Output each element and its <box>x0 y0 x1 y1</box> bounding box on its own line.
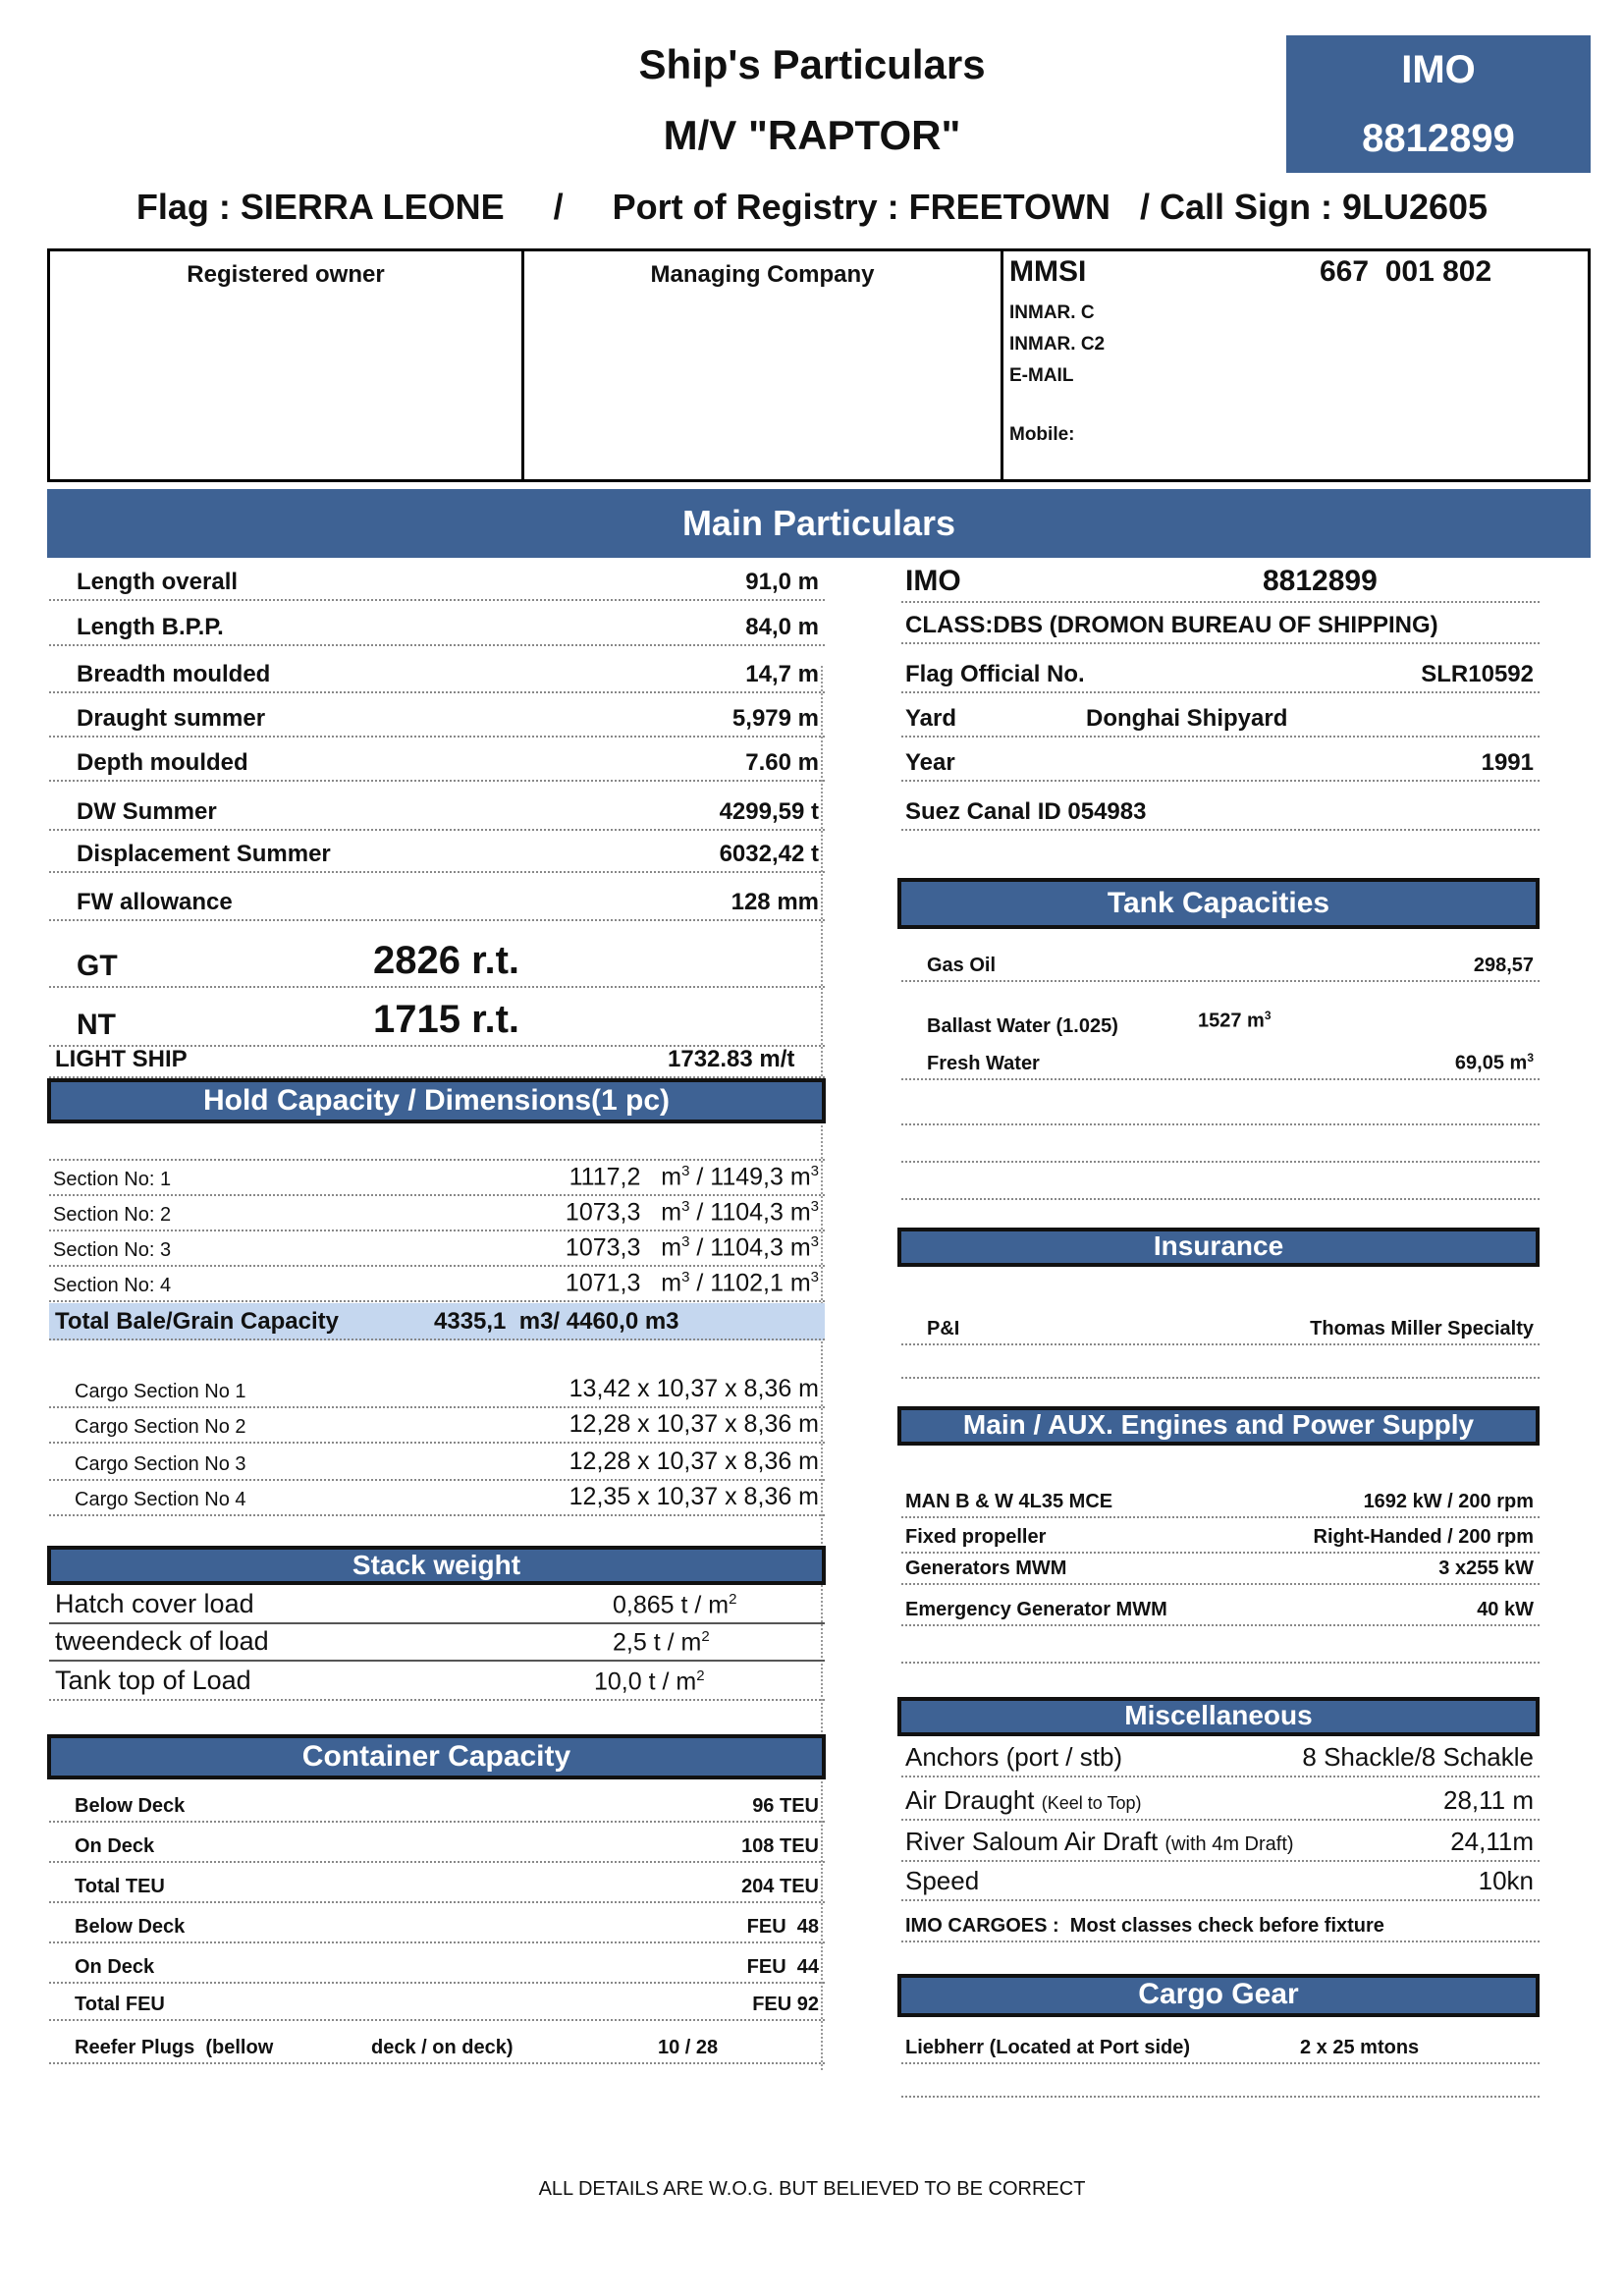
cube-sup: 3 <box>681 1162 690 1179</box>
light-ship-row <box>49 1045 825 1078</box>
spec-value: 7.60 m <box>745 749 819 776</box>
cargo-gear-value: 2 x 25 mtons <box>1300 2037 1420 2058</box>
spec-value: 14,7 m <box>745 661 819 687</box>
mmsi-value: 667 001 802 <box>1320 255 1492 288</box>
imo-cargoes-text: IMO CARGOES : Most classes check before fixture <box>905 1915 1384 1937</box>
spec-label: Draught summer <box>77 705 266 732</box>
reefer-label: Reefer Plugs (bellow <box>75 2037 274 2058</box>
yard-value: Donghai Shipyard <box>1086 705 1288 732</box>
separator: / <box>696 1163 704 1190</box>
tank-row <box>901 998 1540 1041</box>
container-value: FEU 92 <box>752 1994 819 2015</box>
separator: / <box>696 1233 704 1261</box>
hold-capacity-header: Hold Capacity / Dimensions(1 pc) <box>47 1078 826 1123</box>
stack-row <box>49 1624 825 1662</box>
managing-company-cell <box>524 251 1003 479</box>
misc-label: Air Draught <box>905 1785 1035 1815</box>
pi-label: P&I <box>927 1318 960 1339</box>
light-ship-label: LIGHT SHIP <box>55 1046 188 1072</box>
imo-badge-value: 8812899 <box>1362 117 1515 160</box>
nt-label: NT <box>77 1009 116 1041</box>
gt-label: GT <box>77 950 118 982</box>
insurance-row <box>901 1306 1540 1345</box>
cube-sup: 3 <box>681 1268 690 1285</box>
stack-value: 10,0 t / m <box>594 1667 697 1695</box>
grain-value: 1104,3 m <box>710 1198 811 1226</box>
container-value: FEU 44 <box>746 1956 819 1978</box>
hold-section-row <box>49 1161 825 1196</box>
year-row <box>901 746 1540 782</box>
imo-cargoes-row <box>901 1905 1540 1942</box>
footer-note: ALL DETAILS ARE W.O.G. BUT BELIEVED TO BE CORRECT <box>538 2178 1086 2200</box>
separator: / <box>696 1198 704 1226</box>
inmar-c2-label: INMAR. C2 <box>1009 334 1106 355</box>
cargo-section-label: Cargo Section No 2 <box>75 1416 246 1438</box>
tank-capacities-header: Tank Capacities <box>897 878 1540 929</box>
tank-value: 1527 m <box>1198 1011 1265 1032</box>
misc-note: (Keel to Top) <box>1041 1793 1142 1813</box>
cube-sup: 3 <box>1527 1051 1534 1066</box>
blank-row <box>901 1121 1540 1125</box>
mmsi-label: MMSI <box>1009 255 1087 288</box>
stack-row <box>49 1585 825 1624</box>
engines-header: Main / AUX. Engines and Power Supply <box>897 1406 1540 1446</box>
cube-sup: 3 <box>681 1232 690 1250</box>
stack-row <box>49 1662 825 1701</box>
total-capacity-row <box>49 1303 825 1340</box>
container-label: Below Deck <box>75 1916 186 1938</box>
hold-section-label: Section No: 2 <box>53 1204 172 1226</box>
engine-row <box>901 1483 1540 1518</box>
square-sup: 2 <box>701 1627 710 1645</box>
grain-value: 1104,3 m <box>710 1233 811 1261</box>
tank-value: 298,57 <box>1473 955 1534 976</box>
contact-cell <box>1003 251 1588 479</box>
engine-label: Fixed propeller <box>905 1526 1047 1548</box>
yard-row <box>901 702 1540 738</box>
separator: / <box>696 1269 704 1296</box>
class-text: CLASS:DBS (DROMON BUREAU OF SHIPPING) <box>905 612 1438 638</box>
cargo-section-row <box>49 1446 825 1481</box>
misc-label: Speed <box>905 1866 980 1895</box>
grain-value: 1102,1 m <box>710 1269 811 1296</box>
class-row <box>901 609 1540 644</box>
suez-row <box>901 795 1540 831</box>
square-sup: 2 <box>729 1590 737 1608</box>
stack-label: tweendeck of load <box>55 1626 269 1656</box>
misc-note: (with 4m Draft) <box>1164 1833 1294 1855</box>
cargo-section-dims: 12,28 x 10,37 x 8,36 m <box>568 1448 819 1475</box>
cargo-section-dims: 13,42 x 10,37 x 8,36 m <box>568 1375 819 1402</box>
misc-value: 8 Shackle/8 Schakle <box>1302 1742 1534 1772</box>
unit-label: m <box>661 1233 682 1261</box>
container-label: Total TEU <box>75 1876 165 1897</box>
stack-weight-header: Stack weight <box>47 1546 826 1585</box>
flag-official-label: Flag Official No. <box>905 661 1085 687</box>
email-label: E-MAIL <box>1009 365 1074 386</box>
bale-value: 1117,2 <box>568 1163 641 1190</box>
flag-official-row <box>901 658 1540 693</box>
tank-row <box>901 943 1540 982</box>
container-label: Below Deck <box>75 1795 186 1817</box>
spec-value: 5,979 m <box>731 705 819 732</box>
imo-badge-label: IMO <box>1401 48 1476 91</box>
engine-value: Right-Handed / 200 rpm <box>1313 1526 1534 1548</box>
spec-value: 84,0 m <box>745 614 819 640</box>
miscellaneous-header: Miscellaneous <box>897 1697 1540 1736</box>
reefer-row <box>49 2029 825 2064</box>
spec-row <box>49 611 825 646</box>
cargo-section-row <box>49 1408 825 1444</box>
spec-value: 128 mm <box>731 889 819 915</box>
engine-row <box>901 1591 1540 1626</box>
gt-row <box>49 933 825 988</box>
stack-label: Hatch cover load <box>55 1589 254 1618</box>
reefer-mid: deck / on deck) <box>371 2037 514 2058</box>
container-label: On Deck <box>75 1835 155 1857</box>
cargo-section-row <box>49 1373 825 1408</box>
tank-label: Fresh Water <box>927 1053 1040 1074</box>
container-row <box>49 1948 825 1984</box>
engine-value: 3 x255 kW <box>1438 1558 1534 1579</box>
misc-row <box>901 1781 1540 1821</box>
nt-value: 1715 r.t. <box>373 998 520 1041</box>
registered-owner-cell <box>50 251 524 479</box>
blank-row <box>901 1159 1540 1163</box>
hold-section-row <box>49 1231 825 1267</box>
container-row <box>49 1908 825 1943</box>
cargo-section-label: Cargo Section No 4 <box>75 1489 246 1510</box>
engine-label: Emergency Generator MWM <box>905 1599 1167 1620</box>
misc-value: 28,11 m <box>1442 1785 1534 1815</box>
suez-text: Suez Canal ID 054983 <box>905 798 1147 825</box>
cargo-section-dims: 12,28 x 10,37 x 8,36 m <box>568 1410 819 1438</box>
container-value: 108 TEU <box>741 1835 819 1857</box>
misc-row <box>901 1740 1540 1777</box>
bale-value: 1073,3 <box>565 1198 641 1226</box>
spec-value: 6032,42 t <box>719 841 819 867</box>
gt-value: 2826 r.t. <box>373 939 520 982</box>
engine-row <box>901 1518 1540 1554</box>
spec-row <box>49 886 825 921</box>
cube-sup: 3 <box>810 1197 819 1215</box>
spec-label: FW allowance <box>77 889 233 915</box>
cube-sup: 3 <box>810 1268 819 1285</box>
spec-label: Displacement Summer <box>77 841 331 867</box>
bale-value: 1071,3 <box>565 1269 641 1296</box>
container-row <box>49 1868 825 1903</box>
document-title: Ship's Particulars <box>638 41 986 87</box>
hold-section-label: Section No: 1 <box>53 1169 172 1190</box>
inmar-c-label: INMAR. C <box>1009 302 1095 323</box>
grain-value: 1149,3 m <box>710 1163 811 1190</box>
hold-section-label: Section No: 3 <box>53 1239 172 1261</box>
cube-sup: 3 <box>810 1162 819 1179</box>
cube-sup: 3 <box>681 1197 690 1215</box>
tank-value: 69,05 m <box>1454 1053 1528 1074</box>
registered-owner-label: Registered owner <box>187 261 385 288</box>
container-label: On Deck <box>75 1956 155 1978</box>
cube-sup: 3 <box>1264 1009 1272 1023</box>
main-particulars-header: Main Particulars <box>47 489 1591 558</box>
insurance-header: Insurance <box>897 1228 1540 1267</box>
spec-row <box>49 702 825 738</box>
vessel-name: M/V "RAPTOR" <box>663 112 961 158</box>
spec-row <box>49 795 825 831</box>
engine-label: Generators MWM <box>905 1558 1067 1579</box>
cargo-gear-row <box>901 2029 1540 2064</box>
engine-row <box>901 1550 1540 1585</box>
unit-label: m <box>661 1163 682 1190</box>
container-label: Total FEU <box>75 1994 165 2015</box>
spec-value: 4299,59 t <box>719 798 819 825</box>
total-capacity-label: Total Bale/Grain Capacity <box>55 1308 339 1335</box>
blank-row <box>901 1196 1540 1200</box>
misc-row <box>901 1862 1540 1901</box>
misc-row <box>901 1823 1540 1862</box>
stack-label: Tank top of Load <box>55 1666 251 1695</box>
nt-row <box>49 992 825 1047</box>
reefer-value: 10 / 28 <box>658 2037 719 2058</box>
container-value: 96 TEU <box>752 1795 819 1817</box>
cargo-gear-header: Cargo Gear <box>897 1974 1540 2017</box>
hold-section-row <box>49 1267 825 1302</box>
spec-row <box>49 838 825 873</box>
year-value: 1991 <box>1481 749 1534 776</box>
hold-section-row <box>49 1196 825 1231</box>
imo-label: IMO <box>905 565 961 597</box>
cargo-section-row <box>49 1481 825 1516</box>
container-value: 204 TEU <box>741 1876 819 1897</box>
misc-value: 24,11m <box>1450 1827 1534 1856</box>
cargo-section-dims: 12,35 x 10,37 x 8,36 m <box>568 1483 819 1510</box>
unit-label: m <box>661 1198 682 1226</box>
imo-badge <box>1286 35 1591 173</box>
engine-label: MAN B & W 4L35 MCE <box>905 1491 1113 1512</box>
flag-official-value: SLR10592 <box>1421 661 1534 687</box>
spec-label: Length overall <box>77 569 239 595</box>
misc-label: Anchors (port / stb) <box>905 1742 1123 1772</box>
spec-label: Depth moulded <box>77 749 248 776</box>
misc-value: 10kn <box>1478 1866 1534 1895</box>
tank-label: Gas Oil <box>927 955 997 976</box>
year-label: Year <box>905 749 955 776</box>
spec-label: Length B.P.P. <box>77 614 224 640</box>
mobile-label: Mobile: <box>1009 424 1075 445</box>
spec-row <box>49 746 825 782</box>
blank-row <box>901 2094 1540 2098</box>
spec-row <box>49 658 825 693</box>
container-capacity-header: Container Capacity <box>47 1734 826 1779</box>
cargo-section-label: Cargo Section No 1 <box>75 1381 246 1402</box>
container-row <box>49 1828 825 1863</box>
cube-sup: 3 <box>810 1232 819 1250</box>
square-sup: 2 <box>696 1667 705 1684</box>
imo-row <box>901 564 1540 603</box>
stack-value: 2,5 t / m <box>613 1628 702 1656</box>
imo-value: 8812899 <box>1263 565 1378 597</box>
container-row <box>49 1787 825 1823</box>
flag-line: Flag : SIERRA LEONE / Port of Registry : FREETOWN / Call Sign : 9LU2605 <box>135 187 1489 227</box>
container-value: FEU 48 <box>746 1916 819 1938</box>
spec-label: Breadth moulded <box>77 661 271 687</box>
blank-row <box>901 1375 1540 1379</box>
tank-row <box>901 1045 1540 1080</box>
cargo-section-label: Cargo Section No 3 <box>75 1453 246 1475</box>
unit-label: m <box>661 1269 682 1296</box>
hold-section-label: Section No: 4 <box>53 1275 172 1296</box>
blank-row <box>901 1660 1540 1664</box>
engine-value: 40 kW <box>1477 1599 1534 1620</box>
cargo-gear-label: Liebherr (Located at Port side) <box>905 2037 1191 2058</box>
light-ship-value: 1732.83 m/t <box>668 1046 795 1072</box>
pi-value: Thomas Miller Specialty <box>1310 1318 1534 1339</box>
total-capacity-value: 4335,1 m3/ 4460,0 m3 <box>434 1308 679 1335</box>
owners-box <box>47 248 1591 482</box>
spec-row <box>49 566 825 601</box>
stack-value: 0,865 t / m <box>613 1591 730 1618</box>
bale-value: 1073,3 <box>565 1233 641 1261</box>
spec-label: DW Summer <box>77 798 217 825</box>
container-row <box>49 1986 825 2021</box>
engine-value: 1692 kW / 200 rpm <box>1363 1491 1534 1512</box>
spec-value: 91,0 m <box>745 569 819 595</box>
tank-label: Ballast Water (1.025) <box>927 1015 1118 1037</box>
yard-label: Yard <box>905 705 957 732</box>
misc-label: River Saloum Air Draft <box>905 1827 1159 1856</box>
managing-company-label: Managing Company <box>650 261 875 288</box>
